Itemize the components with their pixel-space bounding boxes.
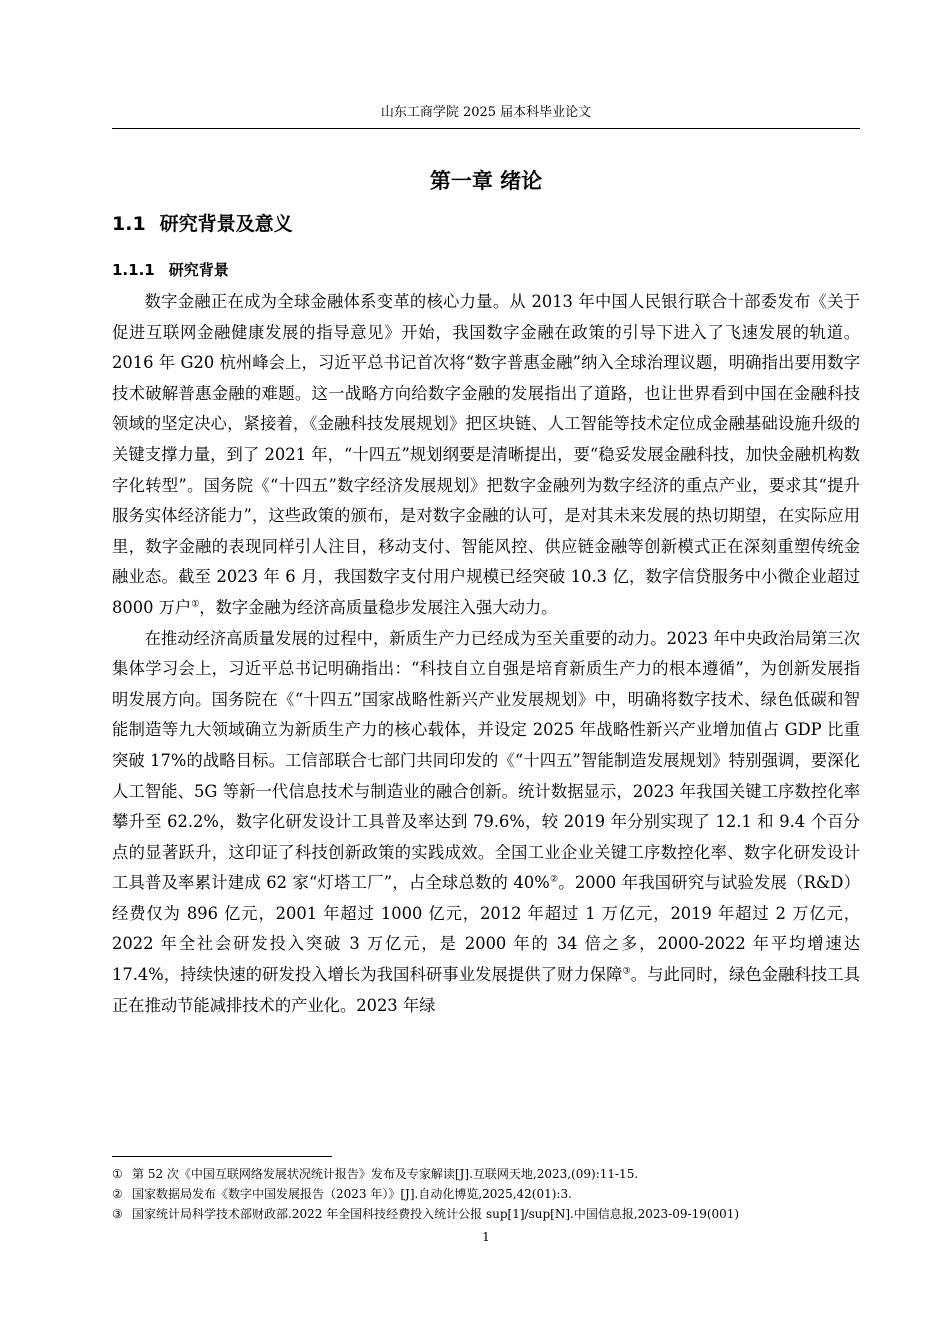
paragraph-1 — [112, 287, 860, 624]
page-number: 1 — [482, 1230, 490, 1244]
paragraph-text: 。2000 年我国研究与试验发展（R&D）经费仅为 896 亿元，2001 年超过 1000 亿元，2012 年超过 1 万亿元，2019 年超过 2 万亿元，2022 年全社会研发投入突破 3 万亿元，是 2000 年的 34 倍之多，2000-2022 年平均增速达 17.4%，持续快速的研发投入增长为我国科研事业发展提供了财力保障 — [112, 873, 860, 985]
footnote-3 — [112, 1204, 860, 1224]
section-heading — [112, 210, 293, 238]
footnote-text: 第 52 次《中国互联网络发展状况统计报告》发布及专家解读[J].互联网天地,2023,(09):11-15. — [132, 1167, 639, 1181]
section-number: 1.1 — [112, 213, 146, 235]
footnote-mark: ① — [112, 1167, 123, 1181]
footnotes — [112, 1164, 860, 1224]
paragraph-text: ，数字金融为经济高质量稳步发展注入强大动力。 — [199, 597, 558, 617]
subsection-heading — [112, 258, 229, 282]
footnote-ref-3: ③ — [622, 966, 631, 977]
paragraph-2 — [112, 624, 860, 1022]
footnote-2 — [112, 1184, 860, 1204]
footnote-text: 国家统计局科学技术部财政部.2022 年全国科技经费投入统计公报 sup[1]/sup[N].中国信息报,2023-09-19(001) — [132, 1207, 740, 1221]
chapter-title: 第一章 绪论 — [429, 169, 543, 193]
section-title: 研究背景及意义 — [159, 213, 293, 235]
footnote-mark: ③ — [112, 1207, 123, 1221]
footnote-ref-2: ② — [549, 874, 559, 885]
paragraph-text: 数字金融正在成为全球金融体系变革的核心力量。从 2013 年中国人民银行联合十部委发布《关于促进互联网金融健康发展的指导意见》开始，我国数字金融在政策的引导下进入了飞速发展的轨道。2016 年 G20 杭州峰会上，习近平总书记首次将“数字普惠金融”纳入全球治理议题，明确指出要用数字技术破解普惠金融的难题。这一战略方向给数字金融的发展指出了道路，也让世界看到中国在金融科技领域的坚定决心，紧接着，《金融科技发展规划》把区块链、人工智能等技术定位成金融基础设施升级的关键支撑力量，到了 2021 年，“十四五”规划纲要是清晰提出，要“稳妥发展金融科技，加快金融机构数字化转型”。国务院《“十四五”数字经济发展规划》把数字金融列为数字经济的重点产业，要求其“提升服务实体经济能力”，这些政策的颁布，是对数字金融的认可，是对其未来发展的热切期望，在实际应用里，数字金融的表现同样引人注目，移动支付、智能风控、供应链金融等创新模式正在深刻重塑传统金融业态。截至 2023 年 6 月，我国数字支付用户规模已经突破 10.3 亿，数字信贷服务中小微企业超过 8000 万户 — [112, 292, 860, 617]
paragraph-text: 在推动经济高质量发展的过程中，新质生产力已经成为至关重要的动力。2023 年中央政治局第三次集体学习会上，习近平总书记明确指出：“科技自立自强是培育新质生产力的根本遵循”，为创新发展指明发展方向。国务院在《“十四五”国家战略性新兴产业发展规划》中，明确将数字技术、绿色低碳和智能制造等九大领域确立为新质生产力的核心载体，并设定 2025 年战略性新兴产业增加值占 GDP 比重突破 17%的战略目标。工信部联合七部门共同印发的《“十四五”智能制造发展规划》特别强调，要深化人工智能、5G 等新一代信息技术与制造业的融合创新。统计数据显示，2023 年我国关键工序数控化率攀升至 62.2%，数字化研发设计工具普及率达到 79.6%，较 2019 年分别实现了 12.1 和 9.4 个百分点的显著跃升，这印证了科技创新政策的实践成效。全国工业企业关键工序数控化率、数字化研发设计工具普及率累计建成 62 家“灯塔工厂”，占全球总数的 40% — [112, 628, 860, 893]
footnote-rule — [112, 1156, 332, 1157]
body-text — [112, 287, 860, 1021]
footnote-1 — [112, 1164, 860, 1184]
subsection-title: 研究背景 — [168, 261, 229, 279]
footnote-mark: ② — [112, 1187, 123, 1201]
paragraph-text: 。与此同时，绿色金融科技工具正在推动节能减排技术的产业化。2023 年绿 — [112, 965, 860, 1015]
header-rule — [112, 128, 860, 129]
footnote-ref-1: ① — [191, 599, 200, 610]
page-header: 山东工商学院 2025 届本科毕业论文 — [380, 105, 592, 120]
footnote-text: 国家数据局发布《数字中国发展报告（2023 年）》[J].自动化博览,2025,42(01):3. — [132, 1187, 572, 1201]
subsection-number: 1.1.1 — [112, 261, 155, 279]
